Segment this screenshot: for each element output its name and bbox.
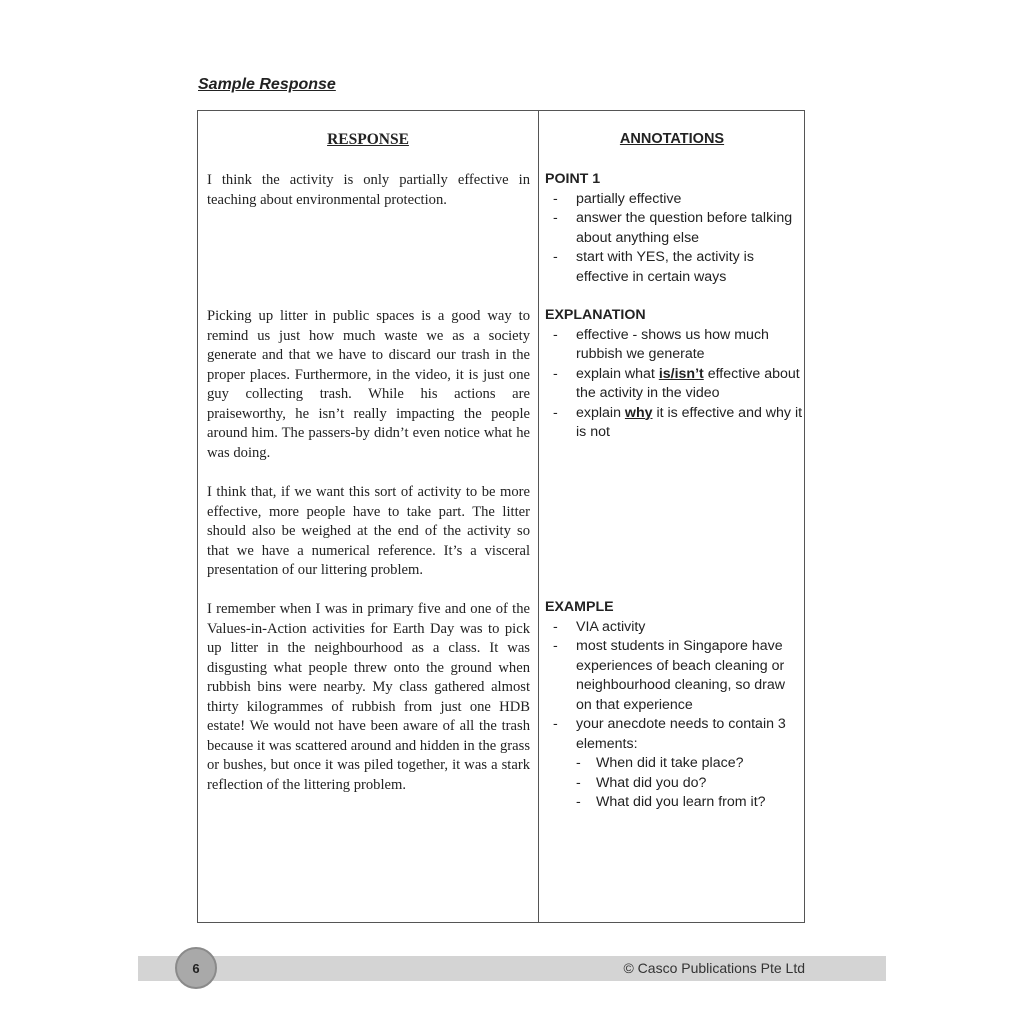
annotation-text: explain <box>576 404 625 421</box>
annotation-point <box>545 170 803 287</box>
annotation-emphasis: is/isn’t <box>658 365 704 382</box>
annotation-explanation-item <box>545 404 803 443</box>
annotation-emphasis: why <box>624 404 653 421</box>
annotation-example-item: - your anecdote needs to contain 3 elements: <box>545 715 803 754</box>
page-number-badge <box>175 947 217 989</box>
annotation-example-subitem: - When did it take place? <box>545 754 803 774</box>
response-paragraph-4: I remember when I was in primary five and one of the Values-in-Action activities for Earth Day was to pick up litter in the neighbourhood as a class. It was disgusting what people threw onto the ground when rubbish bins were nearby. My class gathered almost thirty kilogrammes of rubbish from just one HDB estate! We would not have been aware of all the trash because it was scattered around and hidden in the grass or bushes, but once it was piled together, it was a stark reflection of the littering problem. <box>207 601 530 793</box>
annotation-example-subitem: - What did you learn from it? <box>545 793 803 813</box>
annotation-point-item: - start with YES, the activity is effective in certain ways <box>545 248 803 287</box>
annotation-text: explain what <box>576 365 659 382</box>
annotation-explanation-item: - effective - shows us how much rubbish we generate <box>545 326 803 365</box>
response-paragraph-1: I think the activity is only partially effective in teaching about environmental protection. <box>207 172 530 208</box>
annotation-point-item: - partially effective <box>545 190 803 210</box>
annotation-text: effective about the activity in the video <box>576 365 800 401</box>
annotations-column-header: ANNOTATIONS <box>619 131 725 147</box>
annotation-example-title: EXAMPLE <box>545 599 614 615</box>
annotation-example-subitem: - What did you do? <box>545 774 803 794</box>
annotation-text: it is effective and why it is not <box>576 404 803 440</box>
response-paragraph-2: Picking up litter in public spaces is a good way to remind us just how much waste we as a society generate and that we have to discard our trash in the proper places. Furthermore, in the video, it is just one guy collecting trash. While his actions are praiseworthy, he isn’t really impacting the people around him. The passers-by didn’t even notice what he was doing. <box>207 308 530 461</box>
response-column-header: RESPONSE <box>327 131 409 148</box>
annotation-example <box>545 598 803 813</box>
annotation-example-item: - VIA activity <box>545 618 803 638</box>
copyright-notice: © Casco Publications Pte Ltd <box>623 960 805 976</box>
annotation-point-title: POINT 1 <box>545 171 601 187</box>
annotation-point-item: - answer the question before talking about anything else <box>545 209 803 248</box>
response-table <box>197 110 805 923</box>
section-heading: Sample Response <box>198 76 336 93</box>
page-number: 6 <box>192 960 200 976</box>
annotation-explanation-title: EXPLANATION <box>545 307 646 323</box>
annotation-example-item: - most students in Singapore have experiences of beach cleaning or neighbourhood cleaning, so draw on that experience <box>545 637 803 715</box>
response-paragraph-3: I think that, if we want this sort of activity to be more effective, more people have to take part. The litter should also be weighed at the end of the activity so that we have a numerical reference. It’s a visceral presentation of our littering problem. <box>207 484 530 578</box>
column-divider <box>538 111 539 922</box>
annotation-explanation <box>545 306 803 443</box>
annotation-explanation-item <box>545 365 803 404</box>
